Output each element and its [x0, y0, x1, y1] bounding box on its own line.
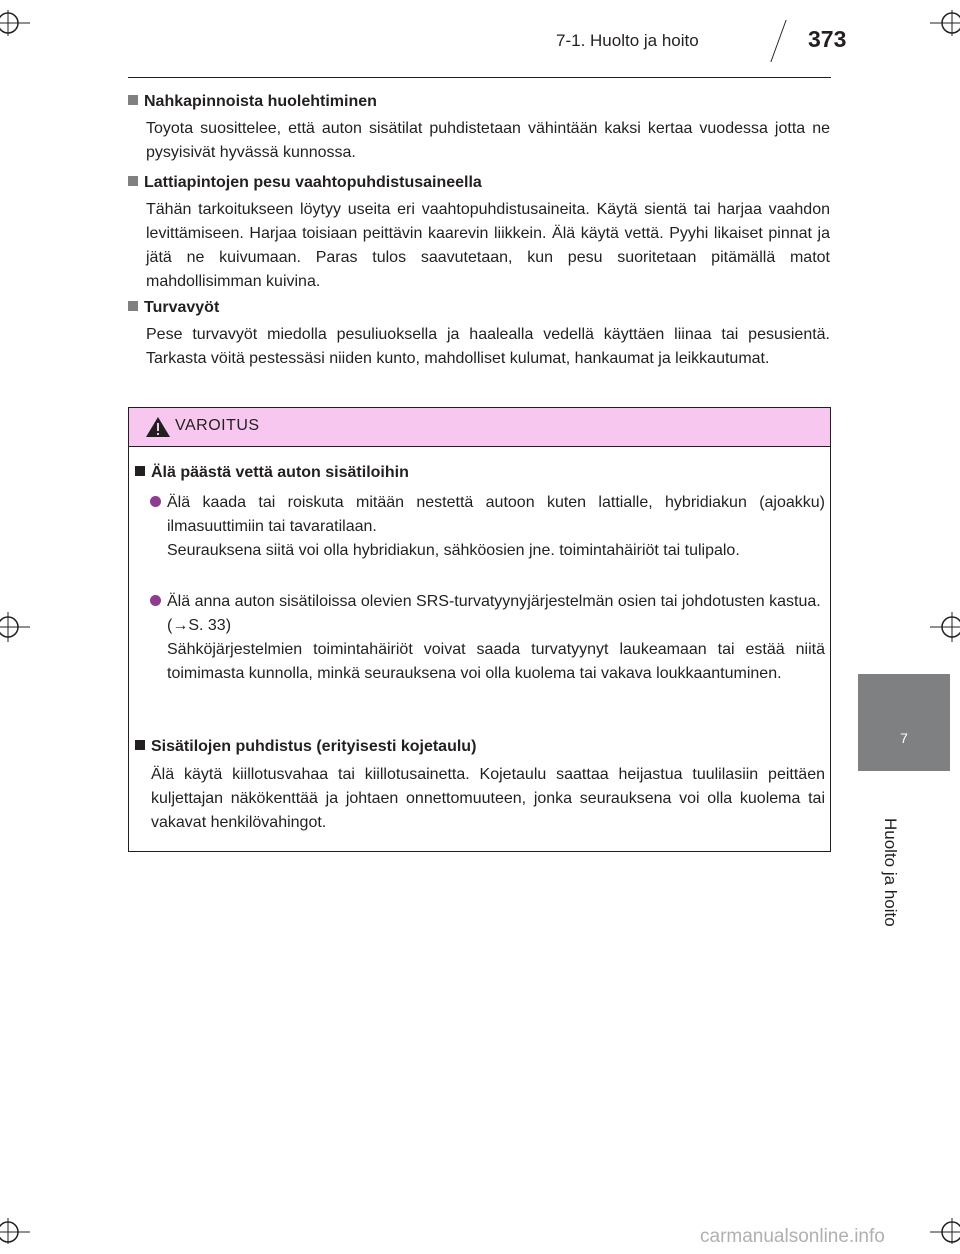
- crop-mark-top-right: [920, 0, 960, 40]
- warning-triangle-icon: [145, 416, 171, 438]
- page-number: 373: [808, 26, 847, 52]
- section-text: Toyota suosittelee, että auton sisätilat puhdistetaan vähintään kaksi kertaa vuodessa jotta ne pysyisivät hyvässä kunnossa.: [146, 120, 830, 161]
- warning-subsection-title: Älä päästä vettä auton sisätiloihin: [135, 462, 825, 484]
- round-bullet-icon: [150, 496, 161, 507]
- section-leather: [128, 91, 830, 165]
- square-bullet-icon: [128, 301, 138, 311]
- square-bullet-icon: [135, 466, 145, 476]
- warning-subsection-water: [143, 462, 825, 484]
- warning-title: VAROITUS: [175, 417, 260, 434]
- warning-bullet-srs: [143, 590, 825, 686]
- section-title: Turvavyöt: [128, 297, 830, 319]
- crop-mark-top-left: [0, 0, 40, 40]
- chapter-tab-label-wrap: [870, 818, 910, 938]
- crop-mark-mid-right: [920, 607, 960, 647]
- crop-mark-bottom-left: [0, 1214, 40, 1254]
- warning-subsection-title: Sisätilojen puhdistus (erityisesti kojetaulu): [135, 736, 825, 758]
- square-bullet-icon: [128, 176, 138, 186]
- bullet-text: Älä kaada tai roiskuta mitään nestettä autoon kuten lattialle, hybridiakun (ajoakku) ilmasuuttimiin tai tavaratilaan.: [143, 491, 825, 539]
- warning-bullet-liquid: [143, 491, 825, 563]
- section-seatbelts: [128, 297, 830, 371]
- bullet-text-continued: Seurauksena siitä voi olla hybridiakun, sähköosien jne. toimintahäiriöt tai tulipalo.: [167, 542, 740, 559]
- warning-box: [128, 407, 831, 852]
- crop-mark-mid-left: [0, 607, 40, 647]
- section-title: Lattiapintojen pesu vaahtopuhdistusaineella: [128, 172, 830, 194]
- chapter-tab-number: 7: [900, 730, 908, 746]
- bullet-text: Älä anna auton sisätiloissa olevien SRS-turvatyynyjärjestelmän osien tai johdotusten kastua.: [143, 590, 825, 614]
- chapter-tab-label: Huolto ja hoito: [881, 818, 900, 927]
- header-rule: [128, 77, 831, 78]
- section-floor-foam: [128, 172, 830, 294]
- square-bullet-icon: [128, 95, 138, 105]
- page-reference: (→S. 33): [167, 617, 232, 634]
- section-title: Nahkapinnoista huolehtiminen: [128, 91, 830, 113]
- section-text: Pese turvavyöt miedolla pesuliuoksella ja haalealla vedellä käyttäen liinaa tai pesusientä. Tarkasta vöitä pestessäsi niiden kunto, mahdolliset kulumat, hankaumat ja leikkautumat.: [146, 326, 830, 367]
- warning-subsection-text: Älä käytä kiillotusvahaa tai kiillotusainetta. Kojetaulu saattaa heijastua tuulilasiin peittäen kuljettajan näkökenttää ja johtaen onnettomuuteen, jonka seurauksena voi olla kuolema tai vakavat henkilövahingot.: [151, 766, 825, 831]
- crop-mark-bottom-right: [920, 1214, 960, 1254]
- running-header-section: 7-1. Huolto ja hoito: [556, 31, 699, 50]
- watermark: carmanualsonline.info: [700, 1226, 885, 1247]
- square-bullet-icon: [135, 740, 145, 750]
- bullet-text-continued: Sähköjärjestelmien toimintahäiriöt voivat saada turvatyynyt laukeamaan tai estää niitä toimimasta kunnolla, minkä seurauksena voi olla kuolema tai vakava loukkaantuminen.: [167, 641, 825, 682]
- warning-header: [129, 408, 830, 447]
- chapter-tab: [858, 674, 950, 771]
- round-bullet-icon: [150, 595, 161, 606]
- section-text: Tähän tarkoitukseen löytyy useita eri vaahtopuhdistusaineita. Käytä sientä tai harjaa vaahdon levittämiseen. Harjaa toisiaan peittävin kaarevin liikkein. Älä käytä vettä. Pyyhi likaiset pinnat ja jätä ne kuivumaan. Paras tulos saavutetaan, kun pesu suoritetaan pitämällä matot mahdollisimman kuivina.: [146, 201, 830, 290]
- warning-subsection-dashboard: [143, 736, 825, 835]
